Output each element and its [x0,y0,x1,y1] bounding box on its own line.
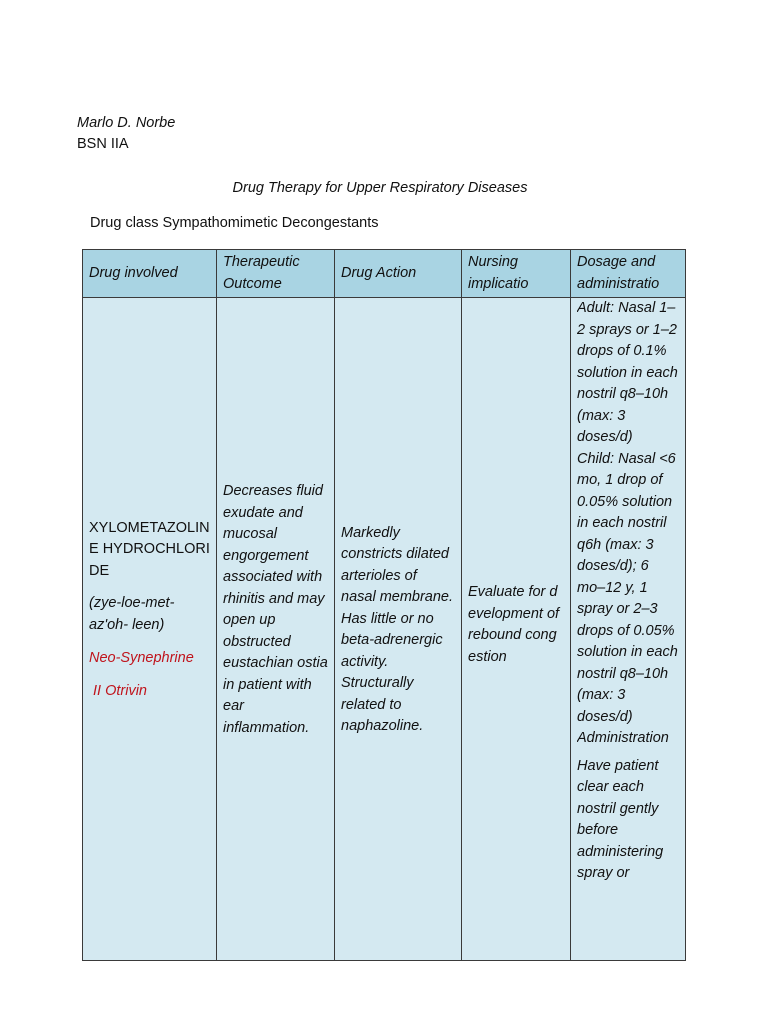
header-drug-action: Drug Action [335,250,462,298]
drug-class-label: Drug class Sympathomimetic Decongestants [90,215,379,231]
drug-pronunciation: (zye-loe-met-az'oh- leen) [89,595,175,633]
cell-nursing-implication [462,298,571,961]
nursing-implication-text: Evaluate for development of rebound congestion [468,584,560,665]
dosage-content [577,298,679,948]
administration-text: Have patient clear each nostril gently before administering spray or [577,757,664,881]
document-title [0,180,768,196]
header-therapeutic-outcome: Therapeutic Outcome [217,250,335,298]
header-dosage-administration: Dosage and administratio [571,250,686,298]
dosage-adult-text: Adult: Nasal 1–2 sprays or 1–2 drops of 0.1% solution in each nostril q8–10h (max: 3 doses/d) [577,300,678,445]
cell-therapeutic-outcome [217,298,335,961]
drug-name: XYLOMETAZOLINE HYDROCHLORIDE [89,519,210,579]
header-nursing-implication: Nursing implicatio [462,250,571,298]
administration-label: Administration [577,730,669,746]
table-row [83,298,686,961]
document-title-text: Drug Therapy for Upper Respiratory Diseases [232,180,528,196]
course-label: BSN IIA [77,136,129,152]
brand-name-2: II Otrivin [93,682,147,699]
drug-table [82,249,686,961]
table-header-row [83,250,686,298]
therapeutic-outcome-text: Decreases fluid exudate and mucosal engorgement associated with rhinitis and may open up obstructed eustachian ostia in patient with ear inflammation. [223,483,328,736]
author-name: Marlo D. Norbe [77,115,176,131]
header-drug-involved: Drug involved [83,250,217,298]
cell-drug-involved [83,298,217,961]
brand-name-1: Neo-Synephrine [89,650,194,667]
drug-action-text: Markedly constricts dilated arterioles of nasal membrane. Has little or no beta-adrenergic activity. Structurally related to naphazoline. [341,524,454,734]
cell-drug-action [335,298,462,961]
cell-dosage-administration [571,298,686,961]
dosage-child-text: Child: Nasal <6 mo, 1 drop of 0.05% solution in each nostril q6h (max: 3 doses/d); 6 mo–12 y, 1 spray or 2–3 drops of 0.05% solution in each nostril q8–10h (max: 3 doses/d) [577,450,678,725]
